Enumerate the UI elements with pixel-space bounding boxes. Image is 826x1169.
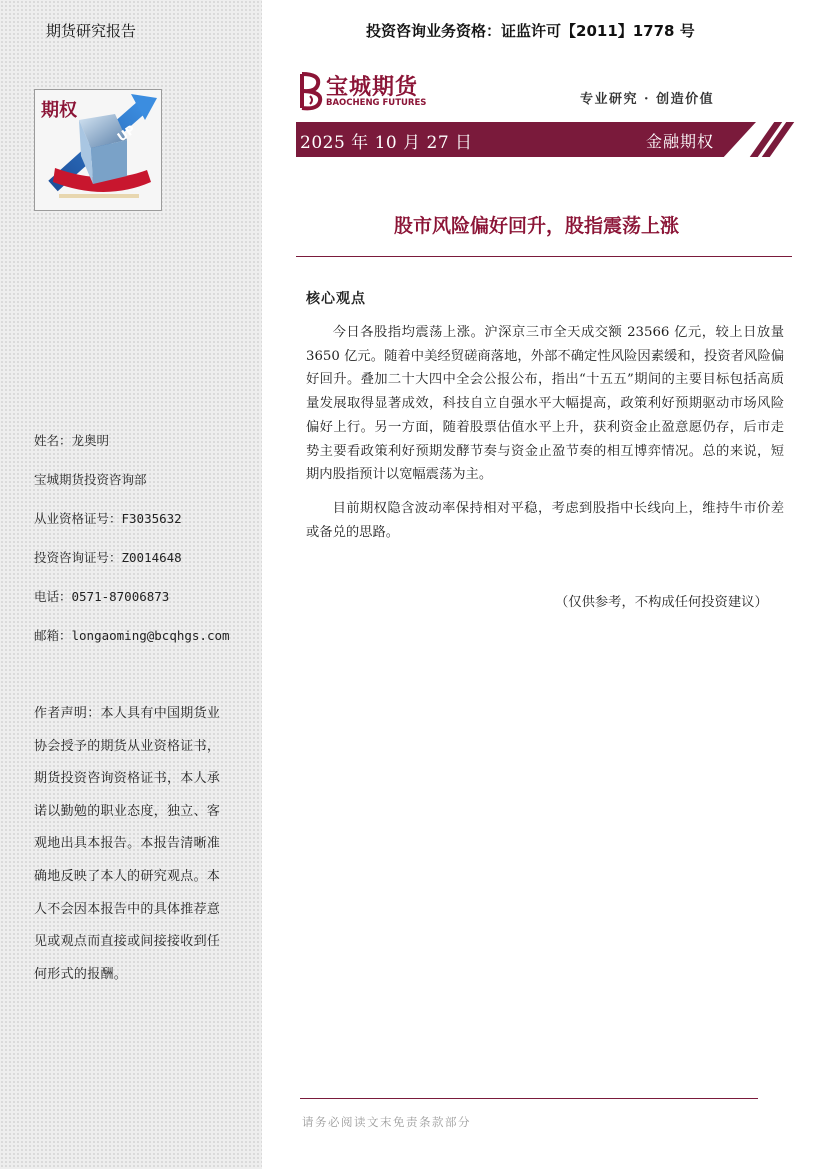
report-date: 2025 年 10 月 27 日 (300, 133, 473, 153)
author-info (34, 428, 249, 662)
brand-logo (296, 70, 436, 112)
slogan: 专业研究 · 创造价值 (580, 92, 715, 107)
report-type-label: 期货研究报告 (46, 22, 137, 40)
section-heading: 核心观点 (306, 291, 366, 307)
author-name: 姓名：龙奥明 (34, 433, 110, 448)
report-title: 股市风险偏好回升，股指震荡上涨 (394, 215, 680, 237)
cover-label: 期权 (41, 100, 77, 121)
qualification-text: 投资咨询业务资格：证监许可【2011】1778 号 (366, 22, 695, 40)
cover-text-layer (35, 90, 161, 210)
author-phone: 电话：0571-87006873 (34, 589, 170, 604)
footer-divider (300, 1098, 758, 1099)
practice-cert: 从业资格证号：F3035632 (34, 511, 182, 526)
author-email[interactable]: 邮箱：longaoming@bcqhgs.com (34, 628, 230, 643)
brand-mark-icon (296, 70, 326, 112)
report-category: 金融期权 (646, 132, 715, 151)
consult-cert: 投资咨询证号：Z0014648 (34, 550, 182, 565)
footer-note: 请务必阅读文末免责条款部分 (302, 1115, 471, 1129)
author-department: 宝城期货投资咨询部 (34, 472, 147, 487)
brand-name-cn: 宝城期货 (326, 74, 419, 100)
author-declaration: 作者声明：本人具有中国期货业协会授予的期货从业资格证书，期货投资咨询资格证书，本人承诺以勤勉的职业态度，独立、客观地出具本报告。本报告清晰准确地反映了本人的研究观点。本人不会因本报告中的具体推荐意见或观点而直接或间接接收到任何形式的报酬。 (34, 706, 221, 982)
title-divider (296, 256, 792, 257)
arrow-text: UP (114, 122, 138, 145)
paragraph-2: 目前期权隐含波动率保持相对平稳，考虑到股指中长线向上，维持牛市价差或备兑的思路。 (306, 501, 784, 540)
disclaimer: （仅供参考，不构成任何投资建议） (555, 595, 768, 610)
paragraph-1: 今日各股指均震荡上涨。沪深京三市全天成交额 23566 亿元，较上日放量 3650 亿元。随着中美经贸磋商落地，外部不确定性风险因素缓和，投资者风险偏好回升。叠加二十大四中全会公报公布，指出“十五五”期间的主要目标包括高质量发展取得显著成效，科技自立自强水平大幅提高，政策利好预期驱动市场风险偏好上行。另一方面，随着股票估值水平上升，获利资金止盈意愿仍存，后市走势主要看政策利好预期发酵节奏与资金止盈节奏的相互博弈情况。总的来说，短期内股指预计以宽幅震荡为主。 (306, 325, 784, 483)
cover-image (34, 89, 162, 211)
sidebar (0, 0, 262, 1169)
brand-name-en: BAOCHENG FUTURES (326, 98, 427, 108)
